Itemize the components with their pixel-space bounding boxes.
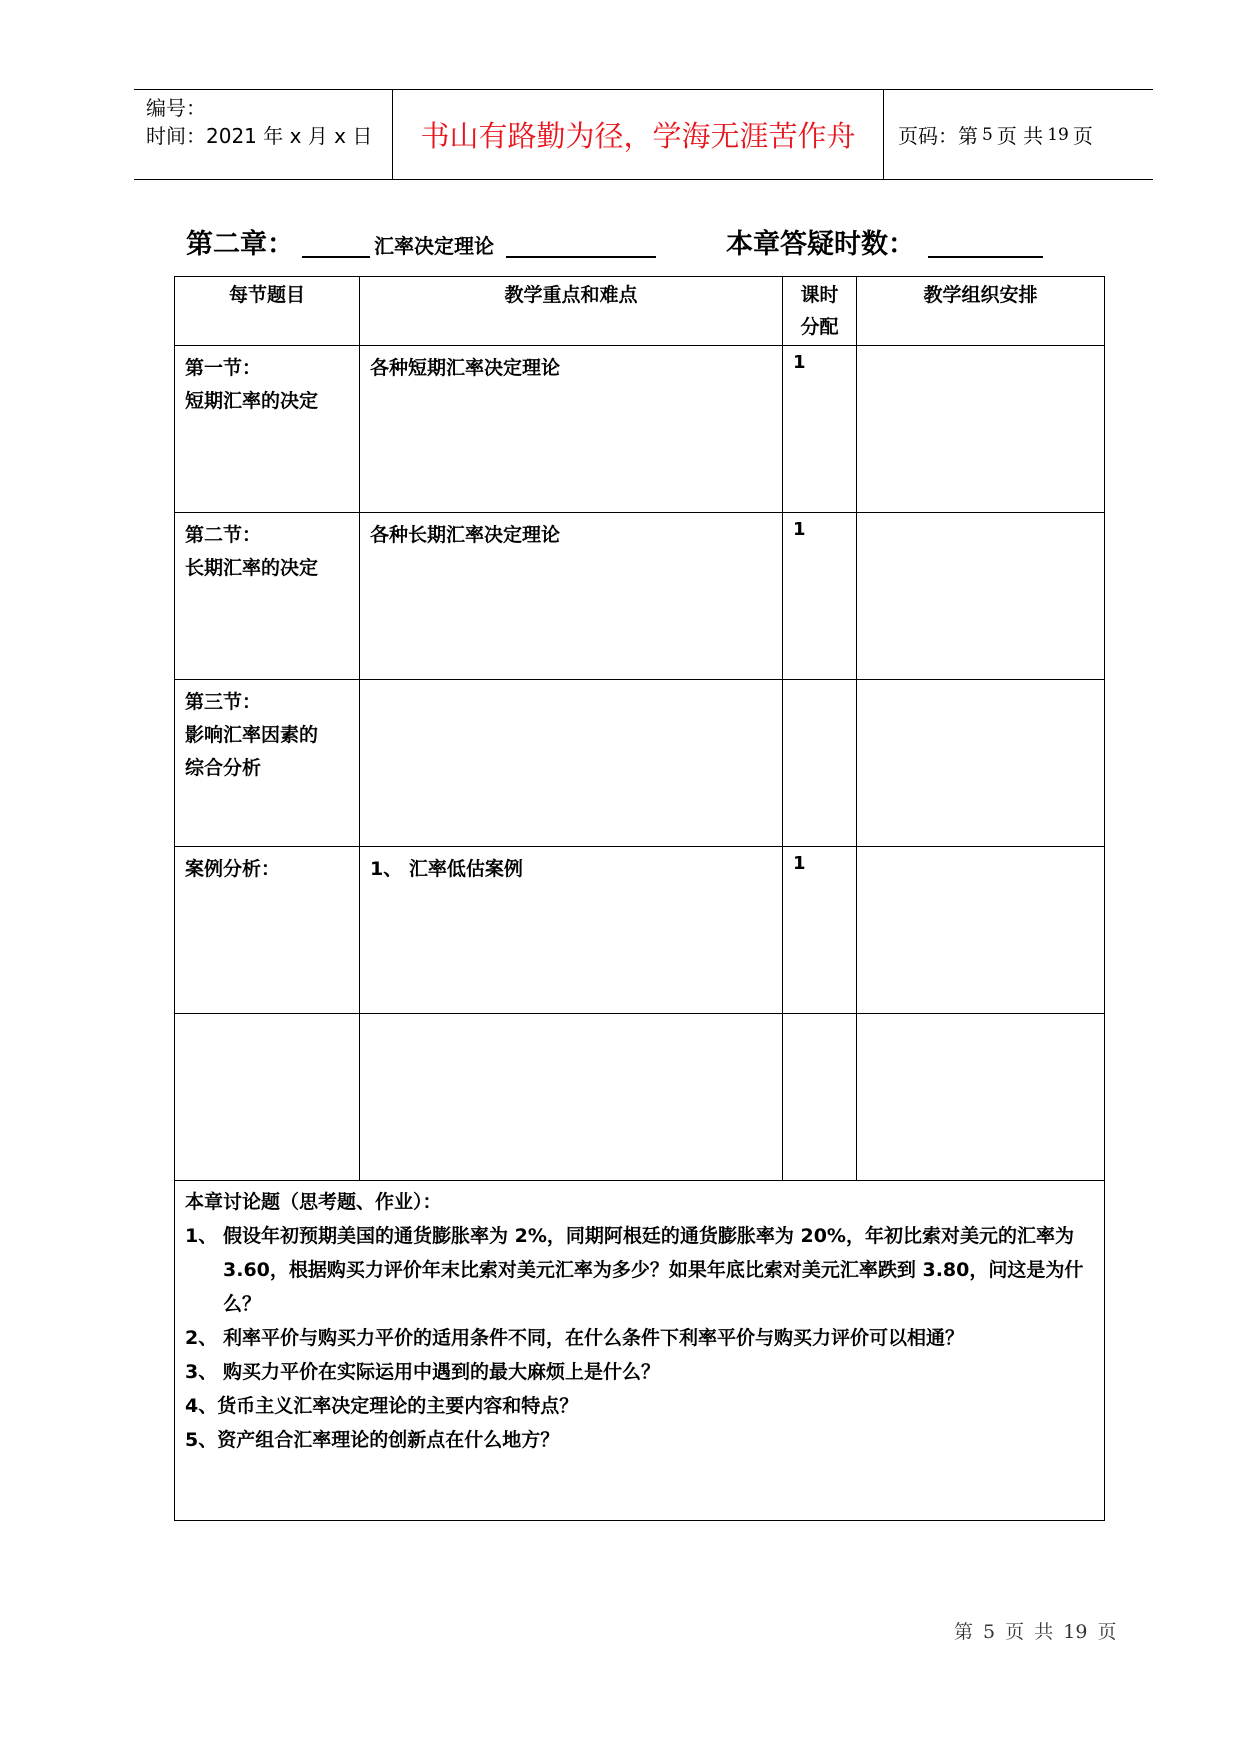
topic-cell: 第二节： 长期汇率的决定 — [175, 513, 360, 680]
discussion-item: 5、 资产组合汇率理论的创新点在什么地方？ — [185, 1429, 560, 1451]
hours-cell — [783, 680, 857, 847]
focus-cell — [360, 680, 783, 847]
col-header-focus: 教学重点和难点 — [360, 277, 783, 346]
hours-cell: 1 — [783, 847, 857, 1014]
focus-cell: 1、 汇率低估案例 — [360, 847, 783, 1014]
table-row — [175, 680, 1105, 847]
chapter-name: 汇率决定理论 — [374, 234, 494, 258]
discussion-title: 本章讨论题（思考题、作业）： — [185, 1191, 442, 1213]
header-meta — [134, 90, 393, 179]
discussion-item: 3、 购买力平价在实际运用中遇到的最大麻烦上是什么？ — [185, 1361, 661, 1383]
chapter-underline-1 — [302, 256, 370, 258]
focus-cell: 各种短期汇率决定理论 — [360, 346, 783, 513]
page-total: 19 — [1047, 124, 1069, 145]
qa-hours-label: 本章答疑时数： — [726, 229, 915, 260]
topic-cell: 第三节： 影响汇率因素的 综合分析 — [175, 680, 360, 847]
arrangement-cell — [857, 1014, 1105, 1181]
arrangement-cell — [857, 680, 1105, 847]
hours-cell — [783, 1014, 857, 1181]
chapter-label: 第二章： — [186, 229, 294, 260]
hours-cell: 1 — [783, 346, 857, 513]
page-mid: 页 共 — [996, 124, 1044, 148]
topic-cell: 案例分析： — [175, 847, 360, 1014]
discussion-item: 4、 货币主义汇率决定理论的主要内容和特点？ — [185, 1395, 579, 1417]
header-page-number — [884, 90, 1153, 179]
time-label: 时间：2021 年 x 月 x 日 — [146, 124, 373, 148]
arrangement-cell — [857, 847, 1105, 1014]
qa-hours-blank — [928, 256, 1043, 258]
col-header-hours: 课时 分配 — [783, 277, 857, 346]
arrangement-cell — [857, 513, 1105, 680]
table-row — [175, 847, 1105, 1014]
page-current: 5 — [982, 124, 993, 145]
teaching-plan-table — [174, 276, 1105, 1521]
chapter-underline-2 — [506, 256, 656, 258]
table-header-row — [175, 277, 1105, 346]
table-row — [175, 513, 1105, 680]
arrangement-cell — [857, 346, 1105, 513]
page-suffix: 页 — [1072, 124, 1093, 148]
number-label: 编号： — [146, 96, 206, 120]
table-row — [175, 346, 1105, 513]
col-header-arrangement: 教学组织安排 — [857, 277, 1105, 346]
discussion-item: 2、 利率平价与购买力平价的适用条件不同，在什么条件下利率平价与购买力评价可以相通？ — [185, 1327, 965, 1349]
topic-cell — [175, 1014, 360, 1181]
topic-cell: 第一节： 短期汇率的决定 — [175, 346, 360, 513]
table-row — [175, 1014, 1105, 1181]
page-prefix: 页码：第 — [898, 124, 978, 148]
page-footer: 第 5 页 共 19 页 — [954, 1621, 1117, 1643]
col-header-topic: 每节题目 — [175, 277, 360, 346]
focus-cell — [360, 1014, 783, 1181]
hours-cell: 1 — [783, 513, 857, 680]
chapter-title-line — [186, 222, 1086, 262]
discussion-cell — [175, 1181, 1105, 1521]
header-motto: 书山有路勤为径，学海无涯苦作舟 — [393, 90, 884, 179]
focus-cell: 各种长期汇率决定理论 — [360, 513, 783, 680]
page-header — [134, 89, 1153, 180]
discussion-item: 1、 假设年初预期美国的通货膨胀率为 2%，同期阿根廷的通货膨胀率为 20%，年初比索对美元的汇率为 3.60，根据购买力评价年末比索对美元汇率为多少？如果年底比索对美元汇率跌到 3.80，问这是为什么？ — [185, 1225, 1084, 1315]
discussion-row — [175, 1181, 1105, 1521]
